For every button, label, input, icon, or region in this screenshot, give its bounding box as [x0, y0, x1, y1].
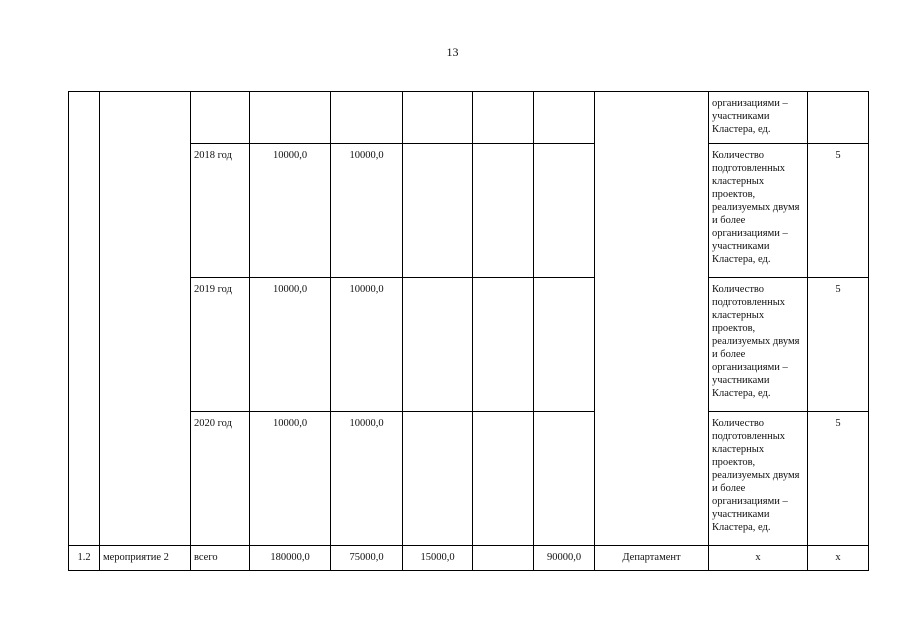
- cell-federal: [331, 92, 403, 144]
- cell-local: [473, 412, 534, 546]
- cell-name: мероприятие 2: [100, 546, 191, 571]
- cell-value: 5: [808, 412, 869, 546]
- table-row-continuation: [69, 92, 869, 144]
- program-table: [68, 91, 869, 571]
- cell-executor: Департамент: [595, 546, 709, 571]
- cell-regional: [403, 144, 473, 278]
- cell-period: [191, 92, 250, 144]
- cell-total: 10000,0: [250, 144, 331, 278]
- cell-indicator: Количество подготовленных кластерных проектов, реализуемых двумя и более организациями – участниками Кластера, ед.: [709, 278, 808, 412]
- cell-other: [534, 412, 595, 546]
- cell-value: x: [808, 546, 869, 571]
- cell-period: всего: [191, 546, 250, 571]
- cell-period: 2018 год: [191, 144, 250, 278]
- cell-federal: 10000,0: [331, 412, 403, 546]
- cell-regional: [403, 92, 473, 144]
- cell-indicator: организациями – участниками Кластера, ед.: [709, 92, 808, 144]
- cell-executor-continued: [595, 92, 709, 546]
- page-number: 13: [446, 45, 459, 59]
- cell-federal: 10000,0: [331, 278, 403, 412]
- cell-local: [473, 92, 534, 144]
- cell-total: 180000,0: [250, 546, 331, 571]
- table-row-activity-1-2: [69, 546, 869, 571]
- cell-local: [473, 278, 534, 412]
- cell-other: [534, 278, 595, 412]
- cell-federal: 10000,0: [331, 144, 403, 278]
- cell-total: 10000,0: [250, 412, 331, 546]
- cell-value: 5: [808, 278, 869, 412]
- cell-regional: [403, 412, 473, 546]
- cell-other: [534, 92, 595, 144]
- cell-local: [473, 546, 534, 571]
- cell-total: [250, 92, 331, 144]
- cell-total: 10000,0: [250, 278, 331, 412]
- cell-regional: 15000,0: [403, 546, 473, 571]
- cell-value: 5: [808, 144, 869, 278]
- cell-indicator: x: [709, 546, 808, 571]
- cell-other: [534, 144, 595, 278]
- cell-other: 90000,0: [534, 546, 595, 571]
- cell-value: [808, 92, 869, 144]
- cell-indicator: Количество подготовленных кластерных проектов, реализуемых двумя и более организациями – участниками Кластера, ед.: [709, 412, 808, 546]
- cell-period: 2019 год: [191, 278, 250, 412]
- cell-period: 2020 год: [191, 412, 250, 546]
- cell-number-continued: [69, 92, 100, 546]
- cell-local: [473, 144, 534, 278]
- cell-indicator: Количество подготовленных кластерных проектов, реализуемых двумя и более организациями – участниками Кластера, ед.: [709, 144, 808, 278]
- cell-federal: 75000,0: [331, 546, 403, 571]
- cell-regional: [403, 278, 473, 412]
- cell-number: 1.2: [69, 546, 100, 571]
- cell-name-continued: [100, 92, 191, 546]
